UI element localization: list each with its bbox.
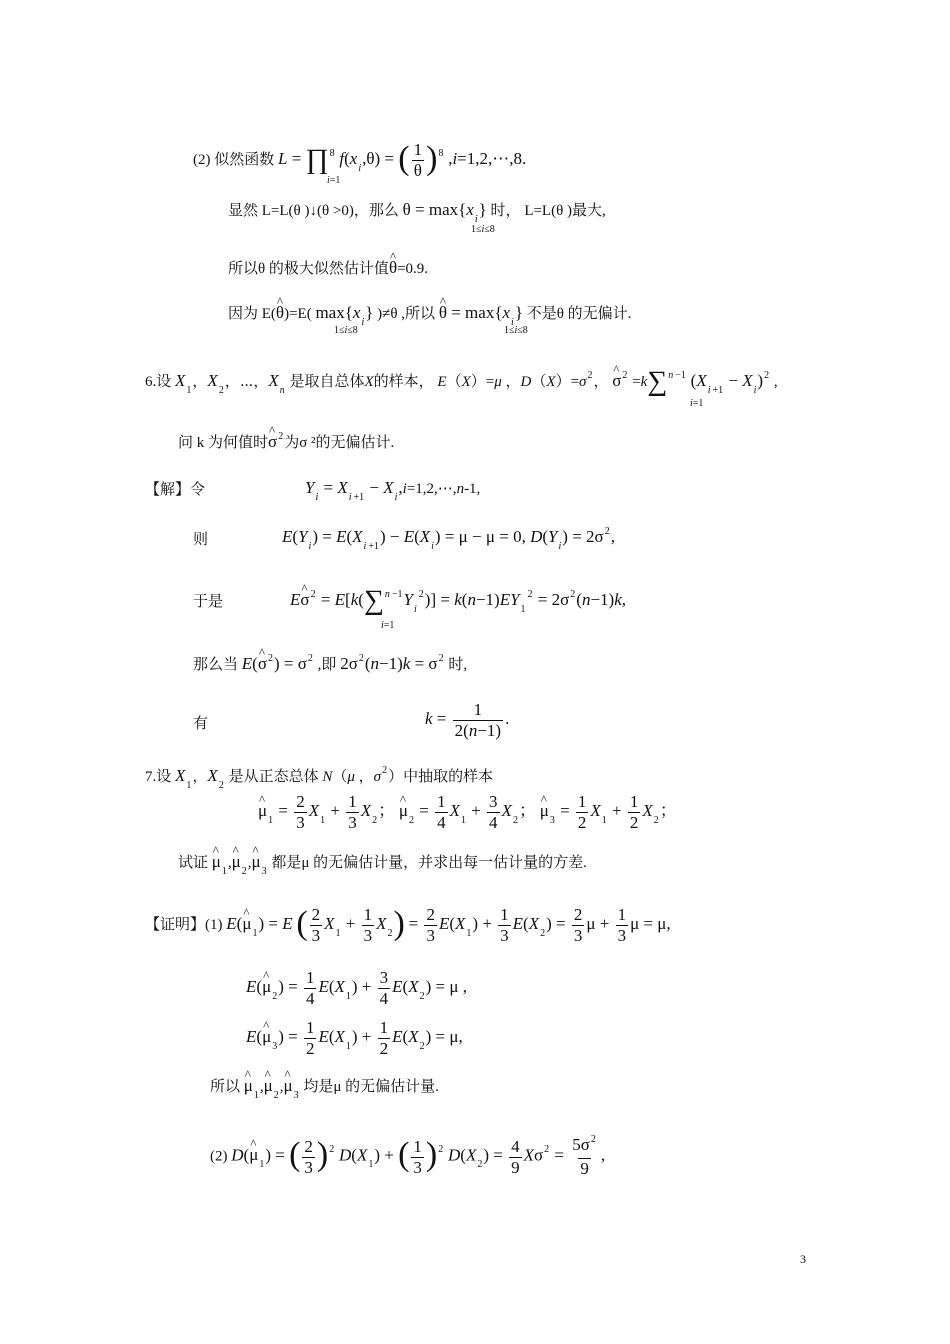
part-label: (2) [193,151,211,168]
text-segment: 不是θ 的无偏计. [526,306,632,322]
proof-line-1: 【证明】(1) E(^ $\mu_1) = E$ ( $\frac{2}{3}$ $X_1$ + $\frac{1}{3}$ $X_2$) = $\frac{2}{3}$ $E(X_1)$ + $\frac{1}{3}$ $E(X_2)$ = $\frac{2}{3}$ μ + $\frac{1}{3}$ μ = μ, [145,905,671,946]
obvious-line: 显然 L=L(θ )↓(θ >0)，那么 $\theta = \max\{x_i\}$ 时， L=L(θ )最大, [228,200,606,225]
text-segment: 那么当 [193,657,239,673]
sum-lower-limit: i=1 [690,398,704,409]
text-segment: 6.设 [145,374,172,390]
text-segment: )=E( [284,306,312,322]
solution-have-label [193,714,208,734]
proof-variance: (2) D(^ $\mu_1$) = ( $\frac{2}{3}$ )$^2$ $D(X_1)$ + ( $\frac{1}{3}$ )$^2$ $D(X_2)$ = $\frac{4}{9}$ $X\sigma^2$ = $\frac{5\sigma^2}{9}$ , [210,1135,605,1179]
proof-line-2: E(^ $\mu_2$) = $\frac{1}{4}$ $E(X_1)$ + $\frac{3}{4}$ $E(X_2) = \mu$ , [246,968,467,1009]
text-segment: =0.9. [397,261,429,277]
estimators-line: ^ $\mu_1$ = $\frac{2}{3}$ $X_1$ + $\frac{1}{3}$ $X_2$； ^ $\mu_2$ = $\frac{1}{4}$ $X_1$ + $\frac{3}{4}$ $X_2$； ^ $\mu_3$ = $\frac{1}{2}$ $X_1$ + $\frac{1}{2}$ $X_2$； [258,792,677,833]
text-segment: 所以 [210,1079,241,1095]
text-segment: 于是 [193,594,224,610]
prove-line: 试证 ^ $\mu_1,\^{}$ $\mu_2,\^{}$ $\mu_3$ 都是μ 的无偏估计量，并求出每一估计量的方差. [178,852,587,875]
max-limit: 1≤i≤8 [471,224,495,235]
question-6-ask: 问 k 为何值时^ $\sigma^2$为σ ²的无偏估计. [178,432,394,455]
text-segment: 试证 [178,855,209,871]
text-segment: 是从正态总体 [228,769,319,785]
formula-k: k = $\frac{1}{2(n-1)}$ . [425,700,510,740]
text-segment: 有 [193,716,209,732]
sum-lower-limit: i=1 [381,620,395,631]
text-segment: 问 k 为何值时 [178,435,269,451]
formula-e-sigma: E^ $\sigma^2 = E[k(\sum^n$ $^{-1}Y_i^2)] = k(n-1)EY_1^2 = 2\sigma^2(n-1)k$, [290,587,626,613]
text-segment: )≠θ ,所以 [377,306,436,322]
text-segment: 因为 E( [228,306,276,322]
text-segment: 都是μ 的无偏估计量，并求出每一估计量的方差. [271,855,587,871]
solution-let [145,480,205,500]
solution-then-label [193,530,208,550]
text-segment: L=L(θ )↓(θ >0)，那么 [261,203,399,219]
likelihood-line: (2) 似然函数 L = ∏$^8$ $f(x_i,\theta)$ = ( $\frac{1}{\theta}$ )$^8$ ,i=1,2,⋯,8. [193,139,527,180]
likelihood-text: 似然函数 [214,151,275,168]
prod-lower-limit: i=1 [327,175,341,186]
text-segment: L=L(θ )最大, [524,203,606,219]
text-segment: ,即 [317,657,337,673]
text-segment: 7.设 [145,769,172,785]
text-segment: 显然 [228,203,259,219]
solution-when: 那么当 E(^ $\sigma^2) = \sigma^2$ ,即 $2\sigma^2(n-1)k = \sigma^2$ 时, [193,654,467,677]
text-segment: 中抽取的样本 [403,769,494,785]
text-segment: 是取自总体 [289,374,365,390]
page-number: 3 [800,1252,806,1266]
text-segment: 时， [490,203,521,219]
because-line: 因为 E(^ θ)=E( $\max\{x_i\}$ )≠θ ,所以 ^ $\theta = \max\{x_i\}$ 不是θ 的无偏计. [228,303,631,326]
question-6: 6.设 $X_1$，$X_2$，⋯，$X_n$ 是取自总体X的样本， E（X）=μ ，$D(X)=\sigma^2$， ^ $\sigma^2 =k\sum^n$ $^{-1}$ ($X_i$ $_{+1} - X_i)^2$ , [145,368,778,394]
proof-line-3: E(^ $\mu_3$) = $\frac{1}{2}$ $E(X_1)$ + $\frac{1}{2}$ $E(X_2) = \mu$, [246,1018,463,1059]
question-7: 7.设 $X_1$，$X_2$ 是从正态总体 N（μ ，$\sigma^2$）中抽取的样本 [145,765,494,791]
text-segment: 所以θ 的极大似然估计值 [228,261,389,277]
part-label: (2) [210,1148,228,1165]
max-limit: 1≤i≤8 [504,325,528,336]
proof-label: 【证明】(1) [145,916,223,933]
solution-label: 【解】令 [145,482,206,498]
formula-expectation: $E(Y_i) = E(X_i$ $_{+1}) - E(X_i) = \mu - \mu = 0$, $D(Y_i) = 2\sigma^2$, [282,526,615,552]
max-limit: 1≤i≤8 [334,325,358,336]
proof-conclusion: 所以 ^ $\mu_1,\^{}$ $\mu_2,\^{}$ $\mu_3$ 均是μ 的无偏估计量. [210,1076,439,1099]
text-segment: 均是μ 的无偏估计量. [303,1079,439,1095]
text-segment: 则 [193,532,209,548]
formula-y: $Y_i = X_i$ $_{+1} - X_i,i=1,2,\cdots,n-1$, [305,478,481,503]
text-segment: 为σ ²的无偏估计. [284,435,395,451]
solution-so-label [193,592,223,612]
text-segment: 的样本， [373,374,434,390]
text-segment: 时, [448,657,468,673]
estimate-line: 所以θ 的极大似然估计值^ θ=0.9. [228,258,428,279]
